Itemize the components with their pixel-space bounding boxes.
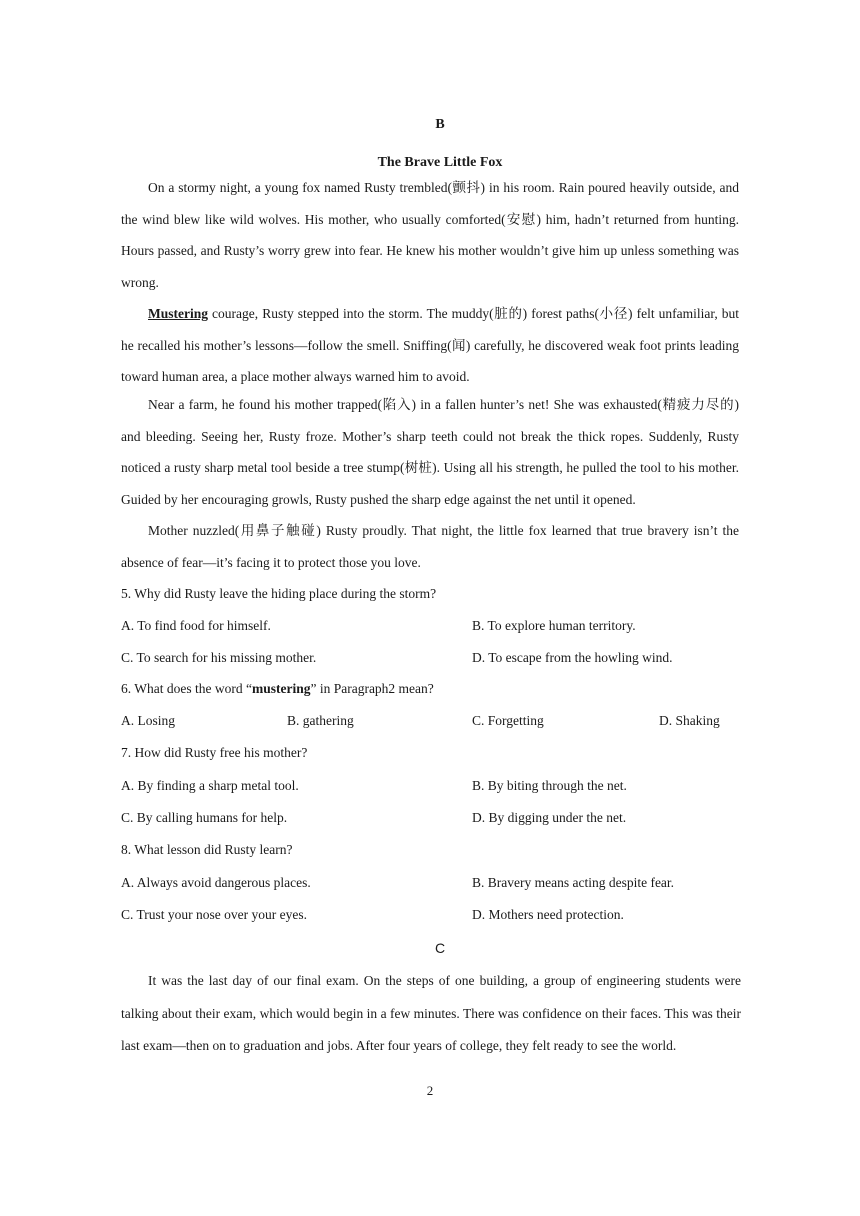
q5-option-a: A. To find food for himself. [121,618,271,633]
q8-option-b: B. Bravery means acting despite fear. [472,875,675,890]
paragraph-3 [121,389,739,515]
paragraph-4 [121,515,739,578]
question-5-stem: 5. Why did Rusty leave the hiding place during the storm? [121,586,437,601]
question-6-stem-post: ” in Paragraph2 mean? [310,681,434,696]
q6-option-b: B. gathering [287,713,354,728]
question-6-stem [121,681,434,697]
paragraph-2-text: courage, Rusty stepped into the storm. The muddy(脏的) forest paths(小径) felt unfamiliar, but he recalled his mother’s lessons—follow the smell. Sniffing(闻) carefully, he discovered weak foot prints leading toward human area, a place mother always warned him to avoid. [121,306,739,384]
question-6-stem-pre: 6. What does the word “ [121,681,252,696]
paragraph-4-text: Mother nuzzled(用鼻子触碰) Rusty proudly. That night, the little fox learned that true bravery isn’t the absence of fear—it’s facing it to protect those you love. [121,523,739,570]
paragraph-1 [121,172,739,298]
q5-option-c: C. To search for his missing mother. [121,650,317,665]
question-7-stem: 7. How did Rusty free his mother? [121,745,308,760]
paragraph-2 [121,298,739,393]
mustering-word: Mustering [148,306,208,321]
q7-option-d: D. By digging under the net. [472,810,627,825]
q6-option-d: D. Shaking [659,713,720,728]
q7-option-c: C. By calling humans for help. [121,810,288,825]
q7-option-a: A. By finding a sharp metal tool. [121,778,299,793]
section-c-heading: C [434,940,446,956]
section-c-paragraph-text: It was the last day of our final exam. On the steps of one building, a group of engineering students were talking about their exam, which would begin in a few minutes. There was confidence on their faces. This was their last exam—then on to graduation and jobs. After four years of college, they felt ready to see the world. [121,973,741,1053]
q5-option-d: D. To escape from the howling wind. [472,650,673,665]
q6-option-c: C. Forgetting [472,713,544,728]
paragraph-1-text: On a stormy night, a young fox named Rusty trembled(颤抖) in his room. Rain poured heavily outside, and the wind blew like wild wolves. His mother, who usually comforted(安慰) him, hadn’t returned from hunting. Hours passed, and Rusty’s worry grew into fear. He knew his mother wouldn’t give him up unless something was wrong. [121,180,739,290]
question-6-keyword: mustering [251,681,311,696]
section-c-paragraph [121,965,741,1063]
q7-option-b: B. By biting through the net. [472,778,627,793]
passage-title: The Brave Little Fox [377,155,503,170]
page-number: 2 [426,1083,434,1098]
q6-option-a: A. Losing [121,713,175,728]
q5-option-b: B. To explore human territory. [472,618,636,633]
q8-option-d: D. Mothers need protection. [472,907,624,922]
question-8-stem: 8. What lesson did Rusty learn? [121,842,293,857]
q8-option-a: A. Always avoid dangerous places. [121,875,311,890]
paragraph-3-text: Near a farm, he found his mother trapped(陷入) in a fallen hunter’s net! She was exhausted(精疲力尽的) and bleeding. Seeing her, Rusty froze. Mother’s sharp teeth could not break the thick ropes. Suddenly, Rusty noticed a rusty sharp metal tool beside a tree stump(树桩). Using all his strength, he pulled the tool to his mother. Guided by her encouraging growls, Rusty pushed the sharp edge against the net until it opened. [121,397,739,507]
q8-option-c: C. Trust your nose over your eyes. [121,907,307,922]
section-b-heading: B [435,117,445,132]
